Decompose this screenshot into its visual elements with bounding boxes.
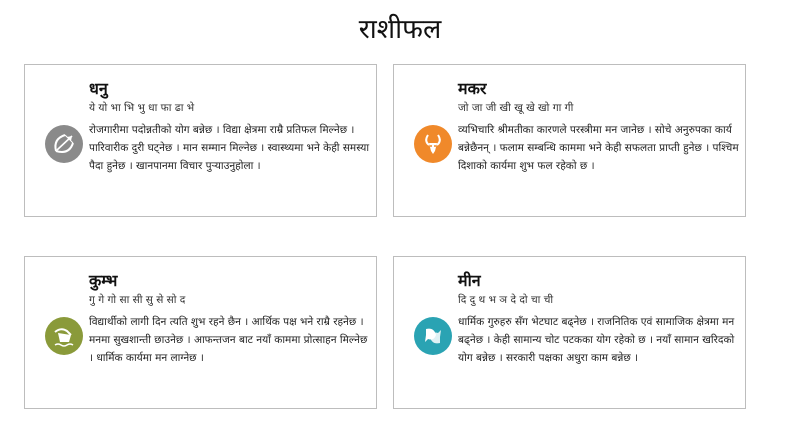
horoscope-card-makar [393, 64, 746, 217]
sagittarius-bow-icon [45, 125, 83, 163]
sign-name: कुम्भ [89, 271, 118, 290]
page-title: राशीफल [358, 14, 442, 45]
pisces-fish-icon [414, 317, 452, 355]
sign-name: धनु [89, 79, 108, 98]
horoscope-text: रोजगारीमा पदोन्नतीको योग बन्नेछ । विद्या क्षेत्रमा राम्रै प्रतिफल मिल्नेछ । पारिवारीक दुरी घट्नेछ । मान सम्मान मिल्नेछ । स्वास्थ्यमा भने केही समस्या पैदा हुनेछ । खानपानमा विचार पुऱ्याउनुहोला । [89, 124, 370, 172]
aquarius-water-bearer-icon [45, 317, 83, 355]
sign-letters: गु गे गो सा सी सु से सो द [89, 294, 186, 306]
sign-letters: जो जा जी खी खू खे खो गा गी [458, 102, 574, 114]
sign-letters: ये यो भा भि भु धा फा ढा भे [89, 102, 195, 114]
sign-name: मकर [458, 79, 487, 98]
horoscope-text: धार्मिक गुरुहरु सँग भेटघाट बढ्नेछ । राजनितिक एवं सामाजिक क्षेत्रमा मन बढ्नेछ । केही सामान्य चोट पटकका योग रहेको छ । नयाँ सामान खरिदको योग बन्नेछ । सरकारी पक्षका अधुरा काम बन्नेछ । [458, 316, 735, 364]
horoscope-text: विद्यार्थीको लागी दिन त्यति शुभ रहने छैन । आर्थिक पक्ष भने राम्रै रहनेछ । मनमा सुखशान्ती छाउनेछ । आफन्तजन बाट नयाँ काममा प्रोत्साहन मिल्नेछ । धार्मिक कार्यमा मन लाग्नेछ । [89, 316, 368, 364]
horoscope-card-dhanu [24, 64, 377, 217]
capricorn-goat-icon [414, 125, 452, 163]
horoscope-card-kumbha [24, 256, 377, 409]
horoscope-text: व्यभिचारि श्रीमतीका कारणले परस्त्रीमा मन जानेछ । सोचे अनुरुपका कार्य बन्नेछैनन् । फलाम सम्बन्धि काममा भने केही सफलता प्राप्ती हुनेछ । पश्चिम दिशाको कार्यमा शुभ फल रहेको छ । [458, 124, 739, 172]
sign-name: मीन [458, 271, 481, 290]
horoscope-card-meen [393, 256, 746, 409]
sign-letters: दि दु थ भ ञ दे दो चा ची [458, 294, 554, 306]
